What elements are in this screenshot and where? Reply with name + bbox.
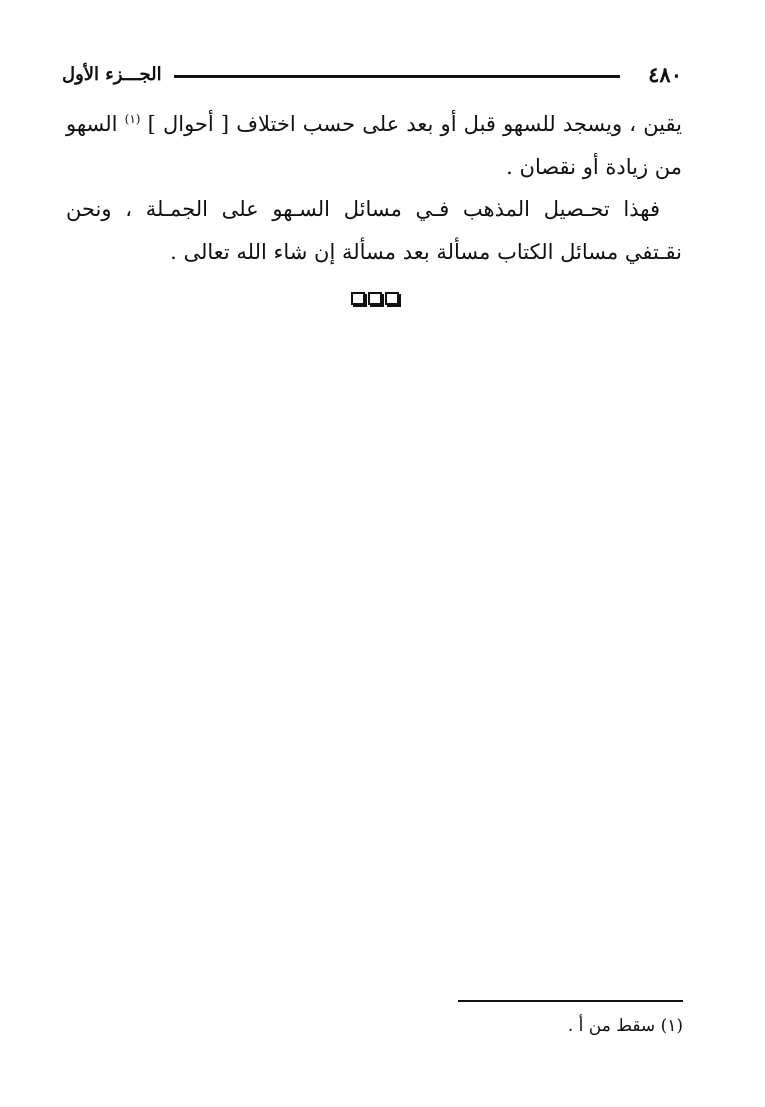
paragraph-1-text-a: يقين ، ويسجد للسهو قبل أو بعد على حسب اختلاف [ أحوال ]: [147, 112, 682, 136]
ornament-square-icon: [368, 292, 382, 305]
ornament-square-icon: [385, 292, 399, 305]
footnote-reference: (١): [124, 112, 141, 126]
footnote-separator: [458, 1000, 683, 1002]
page-number: ٤٨٠: [648, 62, 682, 87]
body-paragraph-1: [66, 103, 682, 189]
body-paragraph-2: فهذا تحـصيل المذهب فـي مسائل السـهو على الجمـلة ، ونحن نقـتفي مسائل الكتاب مسألة بعد مسألة إن شاء الله تعالى .: [66, 197, 682, 264]
ornament-square-icon: [351, 292, 365, 305]
footnote-1: (١) سقط من أ .: [567, 1016, 683, 1036]
header-rule: [174, 75, 620, 78]
paragraph-1-text-b: السهو من زيادة أو نقصان .: [66, 112, 682, 179]
running-title: الجـــزء الأول: [62, 64, 162, 85]
section-end-ornament: [346, 290, 404, 306]
page-header: [62, 62, 682, 90]
